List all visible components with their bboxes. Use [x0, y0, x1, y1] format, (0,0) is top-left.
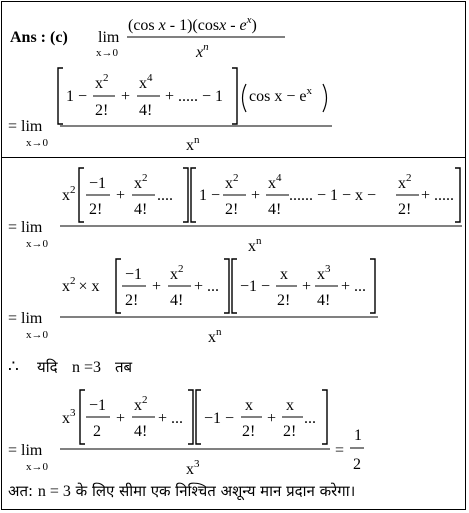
header-numerator: (cos x - $1)(\cos x - e^x)$: [128, 14, 257, 34]
eq4-equals: =: [335, 442, 345, 459]
eq4-m1: −1: [89, 397, 107, 414]
eq3-plus2: +: [302, 278, 312, 295]
eq2-mid: ...... − 1 − x −: [289, 187, 377, 204]
eq3-den: $x^n$: [208, 326, 222, 346]
eq4-lead: = lim: [8, 442, 43, 459]
conclusion-line: [8, 481, 355, 501]
eq3-f2: 2!: [125, 292, 139, 309]
conclusion-text: के लिए सीमा एक निश्चित अशून्य मान प्रदान करेगा।: [75, 482, 356, 500]
therefore-symbol: ∴: [8, 357, 19, 376]
equation-1: [8, 68, 332, 154]
eq4-pre: $x^3$: [62, 407, 76, 427]
eq1-right-paren: [323, 84, 327, 112]
eq4-result-num: 1: [354, 427, 362, 444]
eq4-x: x: [245, 397, 253, 414]
eq1-x2: $x^2$: [95, 72, 109, 92]
eq3-lead: = lim: [8, 310, 43, 327]
eq1-x4: $x^4$: [139, 72, 153, 92]
eq2-den: $x^n$: [248, 235, 262, 255]
eq3-x: x: [280, 266, 288, 283]
conclusion-prefix: अत:: [8, 482, 34, 500]
eq1-tail: + ..... − 1: [165, 88, 224, 105]
ans-label: Ans : (c): [10, 29, 68, 46]
eq1-f4: 4!: [139, 102, 153, 119]
eq1-left-paren: [243, 84, 247, 112]
eq3-bracket-a-left: [116, 259, 121, 313]
eq2-plus: +: [116, 187, 126, 204]
eq3-x2: $x^2$: [170, 263, 184, 283]
equation-4: [8, 390, 364, 478]
eq1-den: $x^n$: [186, 134, 200, 154]
eq2-f2a: 2!: [89, 201, 103, 218]
eq4-f2: 2!: [242, 423, 256, 440]
eq3-f2b: 2!: [277, 292, 291, 309]
header-denominator: $x^n$: [196, 41, 209, 61]
eq4-plus: +: [116, 410, 126, 427]
eq2-bracket-b-left: [191, 168, 196, 222]
eq3-f4b: 4!: [317, 292, 331, 309]
eq2-end: + .....: [421, 187, 455, 204]
eq3-bracket-a-right: [224, 259, 229, 313]
eq4-lim-sub: x→0: [26, 461, 48, 473]
eq3-dots: + ...: [194, 278, 220, 295]
eq2-plus2: +: [251, 187, 261, 204]
eq3-m1b: −1 −: [240, 278, 271, 295]
eq1-lim-sub: x→0: [26, 137, 48, 149]
eq4-bracket-a-left: [80, 390, 85, 444]
eq4-f4: 4!: [134, 423, 148, 440]
eq2-x2c: $x^2$: [398, 172, 412, 192]
eq1-cos: $\cos x - e^x$: [249, 85, 312, 105]
eq3-dots2: + ...: [341, 278, 367, 295]
equation-2: [8, 168, 462, 255]
eq4-bracket-b-left: [196, 390, 201, 444]
eq2-lim-sub: x→0: [26, 238, 48, 250]
eq4-den: $x^3$: [186, 458, 200, 478]
eq2-x2: $x^2$: [62, 184, 76, 204]
eq4-bracket-b-right: [322, 390, 327, 444]
eq4-plus2: +: [267, 410, 277, 427]
eq2-x2b: $x^2$: [225, 172, 239, 192]
eq1-lead: = lim: [8, 118, 43, 135]
eq3-x3: $x^3$: [317, 263, 331, 283]
step-tab: तब: [115, 358, 133, 376]
conclusion-condition: n = 3: [37, 483, 71, 500]
eq2-f2b: 2!: [225, 201, 239, 218]
lim-sub: x→0: [96, 47, 118, 59]
eq2-x2-frac: $x^2$: [134, 172, 148, 192]
eq4-f2b: 2!: [283, 423, 297, 440]
eq2-bracket-a-left: [79, 168, 84, 222]
lim-word: lim: [98, 29, 120, 46]
eq4-dots: + ...: [158, 410, 184, 427]
eq3-m1: −1: [125, 266, 143, 283]
eq2-lead: = lim: [8, 219, 43, 236]
eq4-bracket-a-right: [188, 390, 193, 444]
eq4-x2: $x^2$: [134, 394, 148, 414]
eq3-plus: +: [152, 278, 162, 295]
eq2-one: 1 −: [199, 187, 221, 204]
eq4-xb: x: [286, 397, 294, 414]
eq4-d2: 2: [93, 423, 101, 440]
eq1-f2: 2!: [95, 102, 109, 119]
eq2-f4: 4!: [134, 201, 148, 218]
eq3-pre: $x^2 \times x$: [62, 275, 100, 295]
eq1-plus: +: [121, 88, 131, 105]
therefore-line: [8, 357, 133, 376]
eq2-f4b: 4!: [268, 201, 282, 218]
eq1-right-bracket: [232, 68, 237, 124]
eq3-bracket-b-right: [370, 259, 375, 313]
eq3-lim-sub: x→0: [26, 329, 48, 341]
step-yadi: यदि: [37, 358, 58, 376]
eq4-dots2: ...: [304, 410, 316, 427]
eq4-m1b: −1 −: [204, 410, 235, 427]
eq2-m1: −1: [89, 175, 107, 192]
eq2-dots: ....: [157, 187, 173, 204]
step-condition: n =3: [72, 359, 102, 376]
equation-3: [8, 259, 378, 346]
eq1-left-bracket: [58, 68, 63, 124]
eq2-bracket-b-right: [455, 168, 460, 222]
eq3-bracket-b-left: [232, 259, 237, 313]
equation-header: [10, 14, 285, 61]
eq3-f4: 4!: [170, 292, 184, 309]
eq1-term1: 1 −: [66, 88, 88, 105]
eq4-result-den: 2: [353, 456, 361, 473]
eq2-f2c: 2!: [398, 201, 412, 218]
eq2-x4: $x^4$: [268, 172, 282, 192]
eq2-bracket-a-right: [183, 168, 188, 222]
